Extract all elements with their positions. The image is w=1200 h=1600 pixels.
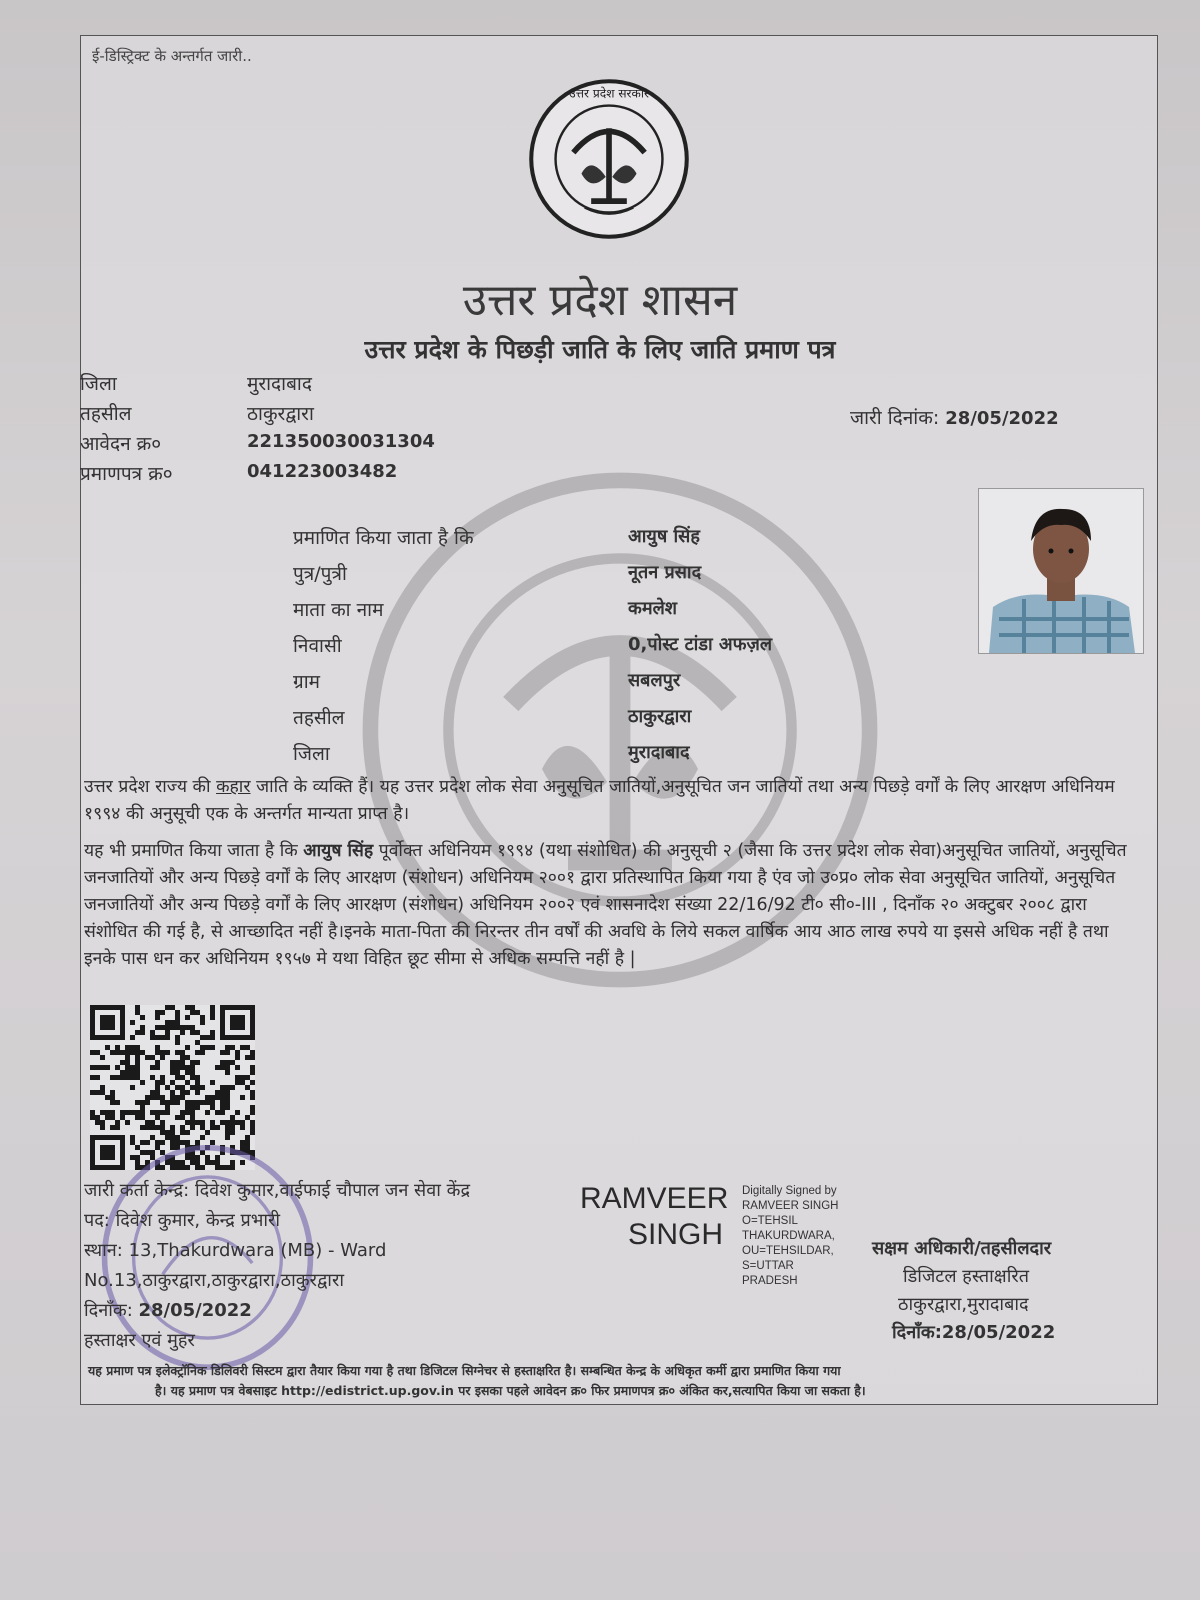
issuer-designation: पद: दिवेश कुमार, केन्द्र प्रभारी (84, 1210, 281, 1231)
issuer-location: स्थान: 13,Thakurdwara (MB) - Ward (84, 1240, 387, 1261)
up-government-emblem (528, 78, 690, 240)
tehsil-value: ठाकुरद्वारा (247, 403, 314, 425)
person-photo-icon (979, 489, 1143, 653)
signer-name-line1: RAMVEER (580, 1182, 729, 1215)
detail-value-address: 0,पोस्ट टांडा अफज़ल (628, 634, 773, 655)
sig-detail: S=UTTAR (742, 1260, 794, 1272)
para1-text-a: उत्तर प्रदेश राज्य की (84, 777, 217, 797)
digitally-signed-label: डिजिटल हस्ताक्षरित (903, 1266, 1029, 1287)
issue-date-value: 28/05/2022 (945, 408, 1059, 429)
emblem-text: उत्तर प्रदेश सरकार (569, 86, 649, 101)
certificate-label: प्रमाणपत्र क्र० (80, 463, 173, 485)
authority-location: ठाकुरद्वारा,मुरादाबाद (898, 1294, 1029, 1315)
issuing-center: जारी कर्ता केन्द्र: दिवेश कुमार,वाईफाई चौपाल जन सेवा केंद्र (84, 1180, 471, 1201)
certificate-subtitle: उत्तर प्रदेश के पिछड़ी जाति के लिए जाति प्रमाण पत्र (364, 335, 836, 364)
para1-text-b: जाति के व्यक्ति हैं। यह उत्तर प्रदेश लोक सेवा अनुसूचित जातियों,अनुसूचित जन जातियों तथा अन्य पिछड़े वर्गों के लिए आरक्षण अधिनियम १९९४ की अनुसूची एक के अन्तर्गत मान्यता प्राप्त है। (84, 777, 1115, 824)
detail-value-mother: कमलेश (628, 598, 678, 619)
detail-label: पुत्र/पुत्री (293, 563, 347, 585)
detail-label: निवासी (293, 635, 342, 657)
para2-text-b: पूर्वोक्त अधिनियम १९९४ (यथा संशोधित) की अनुसूची २ (जैसा कि उत्तर प्रदेश लोक सेवा)अनुसूचित जातियों, अनुसूचित जनजातियों और अन्य पिछड़े वर्गों के लिए आरक्षण (संशोधन) अधिनियम २००१ द्वारा प्रतिस्थापित किया गया है एंव जो उ०प्र० लोक सेवा अनुसूचित जातियों, अनुसूचित जनजातियों और अन्य पिछड़े वर्गों के लिए आरक्षण (संशोधन) अधिनियम २००२ एवं शासनादेश संख्या 22/16/92 टी० सी०-III , दिनाँक २० अक्टुबर २००८ द्वारा संशोधित की गई है, से आच्छादित नहीं है।इनके माता-पिता की निरन्तर तीन वर्षों की अवधि के लिये सकल वार्षिक आय आठ लाख रुपये या इससे अधिक नहीं है तथा इनके पास धन कर अधिनियम १९५७ मे यथा विहित छूट सीमा से अधिक सम्पत्ति नहीं है | (84, 841, 1127, 969)
application-label: आवेदन क्र० (80, 433, 162, 455)
certificate-number: 041223003482 (247, 461, 398, 482)
caste-name: कहार (216, 777, 251, 797)
detail-value-father: नूतन प्रसाद (628, 562, 702, 583)
detail-value-name: आयुष सिंह (628, 526, 700, 547)
detail-label: जिला (293, 743, 330, 765)
footer-note-line1: यह प्रमाण पत्र इलेक्ट्रॉनिक डिलिवरी सिस्टम द्वारा तैयार किया गया है तथा डिजिटल सिग्नेचर से हस्ताक्षरित है। सम्बन्धित केन्द्र के अधिकृत कर्मी द्वारा प्रमाणित किया गया (88, 1363, 841, 1378)
applicant-photo (978, 488, 1144, 654)
issuer-location-cont: No.13,ठाकुरद्वारा,ठाकुरद्वारा,ठाकुरद्वारा (84, 1270, 344, 1291)
detail-label: तहसील (293, 707, 345, 729)
caste-paragraph (84, 774, 1134, 828)
tehsil-label: तहसील (80, 403, 132, 425)
sig-detail: RAMVEER SINGH (742, 1200, 839, 1212)
footer-note-line2: है। यह प्रमाण पत्र वेबसाइट http://edistrict.up.gov.in पर इसका पहले आवेदन क्र० फिर प्रमाणपत्र क्र० अंकित कर,सत्यापित किया जा सकता है। (155, 1383, 866, 1398)
sig-detail: O=TEHSIL (742, 1215, 798, 1227)
applicant-name-inline: आयुष सिंह (303, 841, 374, 861)
sig-detail: OU=TEHSILDAR, (742, 1245, 834, 1257)
detail-value-district: मुरादाबाद (628, 742, 690, 763)
issue-date (850, 404, 1059, 430)
authority-date: दिनाँक:28/05/2022 (892, 1322, 1056, 1343)
issuer-date (84, 1298, 252, 1322)
application-number: 221350030031304 (247, 431, 435, 452)
issuer-date-label: दिनाँक: (84, 1300, 139, 1321)
header-note: ई-डिस्ट्रिक्ट के अन्तर्गत जारी.. (92, 47, 252, 65)
signature-seal-label: हस्ताक्षर एवं मुहर (84, 1330, 195, 1351)
district-value: मुरादाबाद (247, 373, 312, 395)
detail-label: माता का नाम (293, 599, 384, 621)
page-title: उत्तर प्रदेश शासन (462, 275, 738, 326)
signer-name-line2: SINGH (628, 1218, 724, 1251)
sig-detail: Digitally Signed by (742, 1185, 837, 1197)
issuer-date-value: 28/05/2022 (138, 1300, 252, 1321)
detail-value-tehsil: ठाकुरद्वारा (628, 706, 692, 727)
issue-date-label: जारी दिनांक: (850, 407, 940, 429)
detail-label: ग्राम (293, 671, 320, 693)
digital-signature-details (742, 1184, 839, 1289)
detail-value-village: सबलपुर (628, 670, 681, 691)
para2-text-a: यह भी प्रमाणित किया जाता है कि (84, 841, 304, 861)
certification-paragraph (84, 838, 1134, 973)
competent-authority: सक्षम अधिकारी/तहसीलदार (872, 1238, 1052, 1259)
sig-detail: PRADESH (742, 1275, 798, 1287)
detail-label: प्रमाणित किया जाता है कि (293, 527, 474, 549)
district-label: जिला (80, 373, 117, 395)
sig-detail: THAKURDWARA, (742, 1230, 835, 1242)
